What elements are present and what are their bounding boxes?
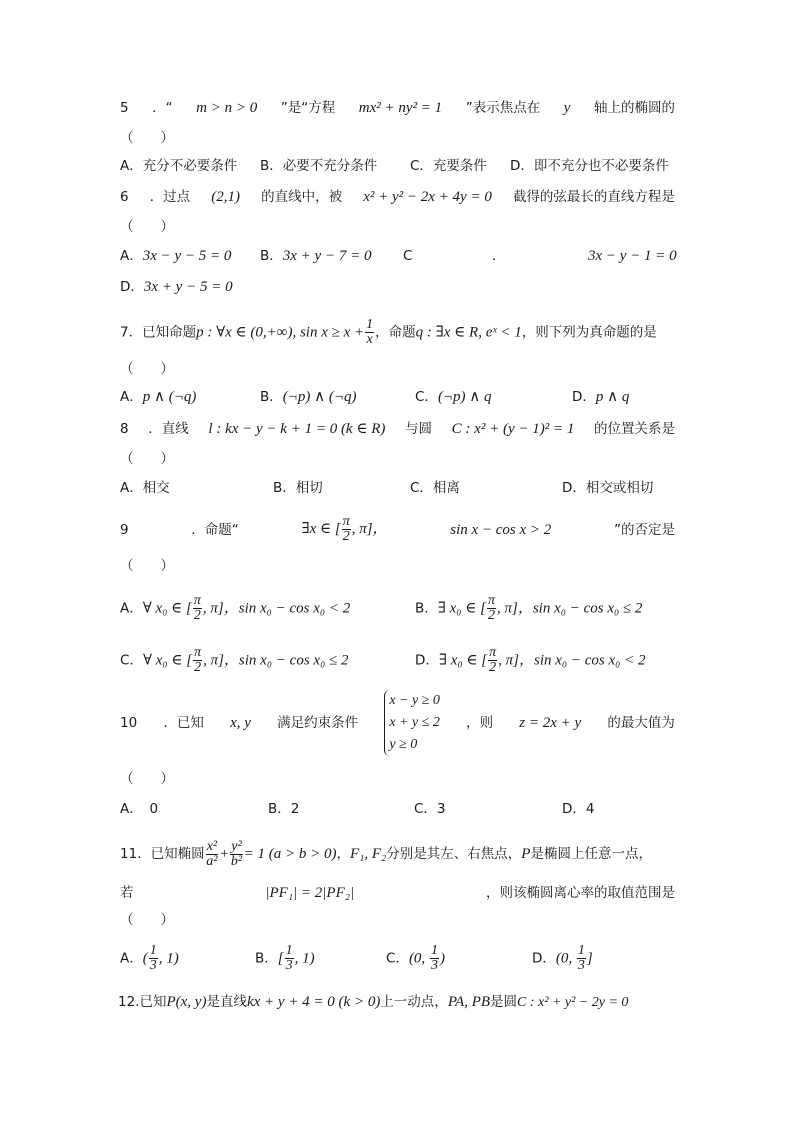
q11-stem-line2: 若 |PF₁| = 2|PF₂| ，则该椭圆离心率的取值范围是 [120,885,675,901]
q7-option-b: B．(¬p) ∧ (¬q) [260,389,357,405]
q10-stem: 10 ．已知 x, y 满足约束条件 x − y ≥ 0 x + y ≤ 2 y ≥ 0 ，则 z = 2x + y 的最大值为 [120,688,675,758]
q9-option-a: A．∀ x₀ ∈ [ $\frac{\pi}{2}$ , π]，sin x₀ − cos x₀ < 2 [120,593,351,623]
q9-answer-paren: （ ） [120,558,174,574]
q11-option-d: D．(0, $\frac{1}{3}$ ] [532,943,593,973]
q7-fraction: $\frac{1}{x}$ [366,317,374,347]
q6-option-c: 3x − y − 1 = 0 [588,248,677,264]
q11-option-c: C．(0, $\frac{1}{3}$ ) [386,943,445,973]
q10-option-a: A． 0 [120,801,159,817]
q5-answer-paren: （ ） [120,130,174,146]
q6-option-a: A．3x − y − 5 = 0 [120,248,232,264]
q8-option-d: D．相交或相切 [562,480,654,496]
q5-option-d: D．即不充分也不必要条件 [510,158,669,174]
q9-option-b: B．∃ x₀ ∈ [ $\frac{\pi}{2}$ , π]，sin x₀ − cos x₀ ≤ 2 [415,593,643,623]
q5-stem: 5 ．“ m > n > 0 ”是“方程 mx² + ny² = 1 ”表示焦点在 y 轴上的椭圆的 [120,100,675,116]
q6-option-c-label: C [403,248,413,264]
q10-constraint-system: x − y ≥ 0 x + y ≤ 2 y ≥ 0 [384,690,440,756]
q7-option-a: A．p ∧ (¬q) [120,389,197,405]
q7-answer-paren: （ ） [120,361,174,377]
q6-option-c-dot: ． [492,248,506,264]
q7-option-d: D．p ∧ q [572,389,630,405]
q10-option-d: D．4 [562,801,595,817]
q5-option-c: C．充要条件 [410,158,487,174]
q10-answer-paren: （ ） [120,771,174,787]
q6-option-b: B．3x + y − 7 = 0 [260,248,372,264]
q8-stem: 8 ．直线 l : kx − y − k + 1 = 0 (k ∈ R) 与圆 C : x² + (y − 1)² = 1 的位置关系是 [120,421,675,437]
q6-answer-paren: （ ） [120,219,174,235]
q5-number: 5 [120,100,129,116]
q12-stem: 12.已知P(x, y)是直线kx + y + 4 = 0 (k > 0)上一动点，PA, PB是圆C : x² + y² − 2y = 0 [118,994,629,1010]
q9-option-c: C．∀ x₀ ∈ [ $\frac{\pi}{2}$ , π]，sin x₀ − cos x₀ ≤ 2 [120,645,349,675]
q11-option-a: A．( $\frac{1}{3}$ , 1) [120,943,179,973]
q10-option-b: B．2 [268,801,300,817]
q8-answer-paren: （ ） [120,451,174,467]
q11-options [120,944,675,978]
q11-option-b: B．[ $\frac{1}{3}$ , 1) [255,943,315,973]
q9-stem: 9 ．命题“ ∃x ∈ [ $\frac{\pi}{2}$ , π]， sin x − cos x > 2 ”的否定是 [120,514,675,544]
q9-options-row2 [120,646,675,680]
q8-option-b: B．相切 [273,480,323,496]
q10-option-c: C．3 [414,801,446,817]
q9-options-row1 [120,594,675,628]
q8-option-c: C．相离 [410,480,460,496]
q8-option-a: A．相交 [120,480,170,496]
q5-option-a: A．充分不必要条件 [120,158,238,174]
q7-option-c: C．(¬p) ∧ q [415,389,492,405]
q7-stem: 7．已知命题p : ∀x ∈ (0,+∞), sin x ≥ x + $\frac{1}{x}$ ，命题q : ∃x ∈ R, eˣ < 1，则下列为真命题的是 [120,317,657,347]
q5-option-b: B．必要不充分条件 [260,158,378,174]
q6-stem: 6 ．过点 (2,1) 的直线中，被 x² + y² − 2x + 4y = 0 截得的弦最长的直线方程是 [120,189,675,205]
q11-stem: 11 ．已知椭圆 $\frac{\text{x²}}{\text{a²}}$ + $\frac{\text{y²}}{\text{b²}}$ = 1 (a > b > 0) ， F₁, F₂ 分别是其左、右焦点， P 是椭圆上任意一点， [120,838,652,869]
q11-answer-paren: （ ） [120,912,174,928]
q9-option-d: D．∃ x₀ ∈ [ $\frac{\pi}{2}$ , π]，sin x₀ − cos x₀ < 2 [415,645,646,675]
q6-option-d: D．3x + y − 5 = 0 [120,279,233,295]
q5-options [120,157,675,175]
